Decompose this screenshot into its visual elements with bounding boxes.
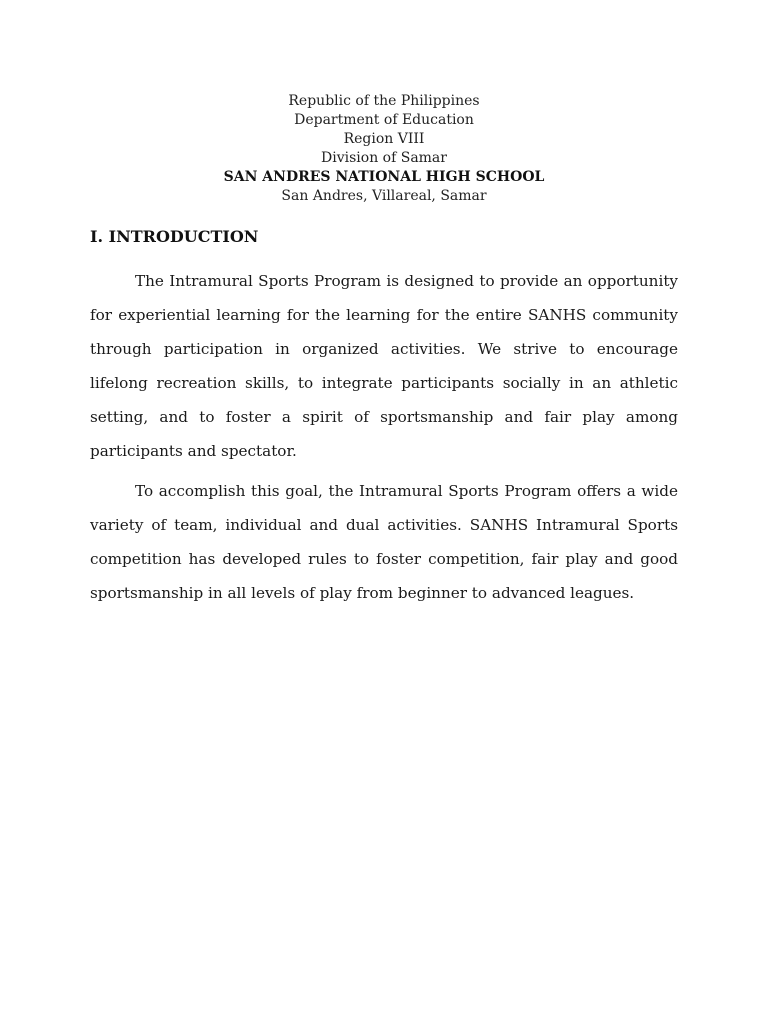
section-heading: I. INTRODUCTION — [90, 227, 259, 246]
school-name: SAN ANDRES NATIONAL HIGH SCHOOL — [223, 169, 545, 185]
department-line: Department of Education — [294, 112, 474, 128]
school-address: San Andres, Villareal, Samar — [281, 188, 487, 204]
country-line: Republic of the Philippines — [288, 93, 480, 109]
letterhead — [0, 92, 768, 206]
intro-paragraph-2: To accomplish this goal, the Intramural Sports Program offers a wide variety of team, individual and dual activities. SANHS Intramural Sports competition has developed rules to foster competition, fair play and good sportsmanship in all levels of play from beginner to advanced leagues. — [90, 482, 678, 602]
division-line: Division of Samar — [321, 150, 447, 166]
intro-paragraph-1: The Intramural Sports Program is designed to provide an opportunity for experiential learning for the learning for the entire SANHS community through participation in organized activities. We strive to encourage lifelong recreation skills, to integrate participants socially in an athletic setting, and to foster a spirit of sportsmanship and fair play among participants and spectator. — [90, 272, 678, 460]
region-line: Region VIII — [343, 131, 425, 147]
